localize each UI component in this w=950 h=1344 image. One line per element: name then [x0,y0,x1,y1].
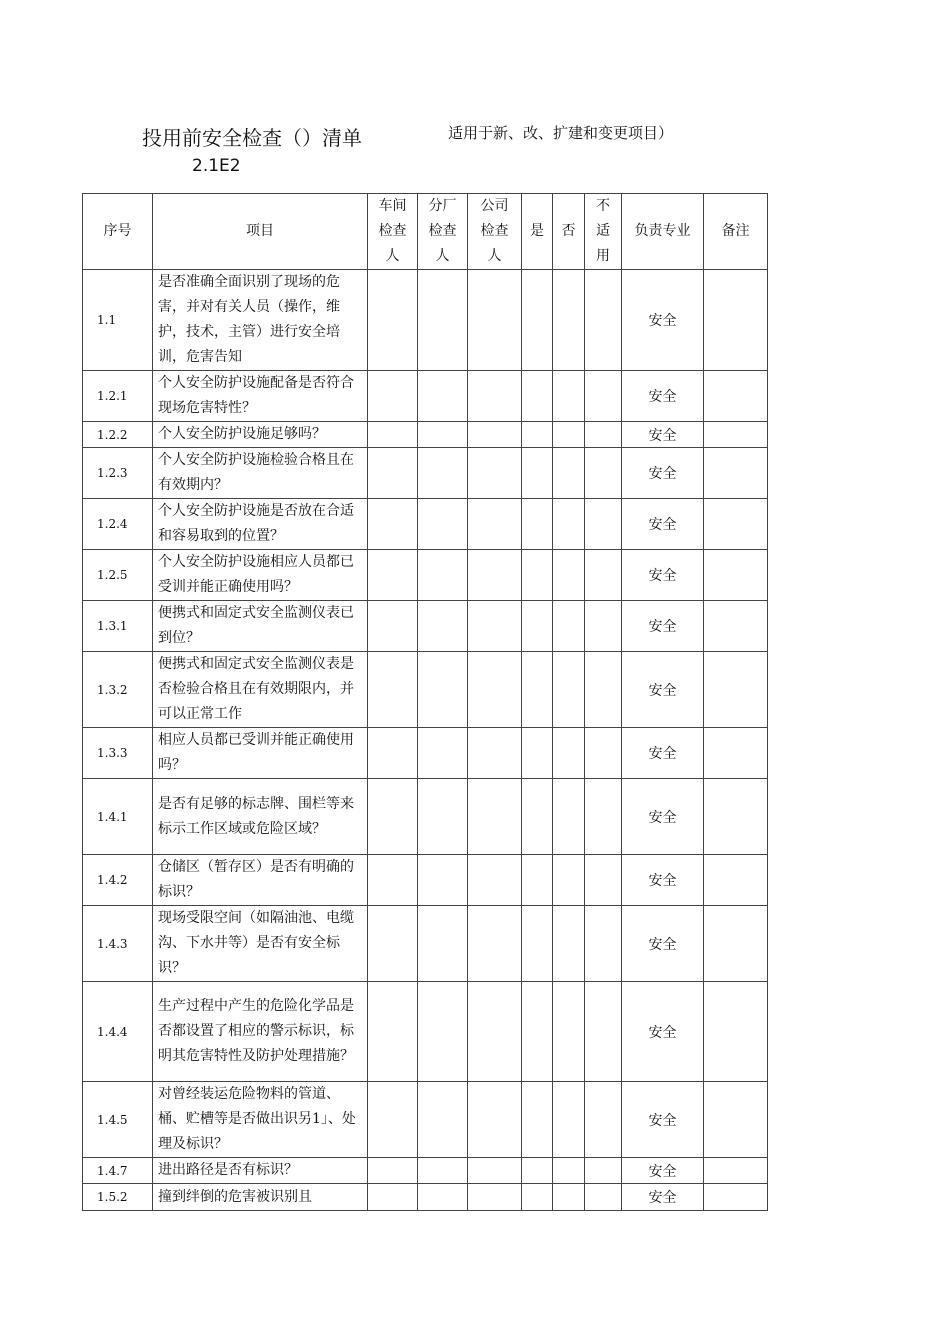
table-row [83,270,768,371]
row-item: 个人安全防护设施是否放在合适和容易取到的位置？ [153,499,368,550]
row-remark [704,601,768,652]
row-remark [704,270,768,371]
row-responsible-dept: 安全 [622,779,704,855]
row-not-applicable [585,855,622,906]
row-no [553,982,585,1082]
row-responsible-dept: 安全 [622,448,704,499]
row-yes [522,855,553,906]
row-no [553,550,585,601]
row-workshop-check [368,728,418,779]
row-seq: 1.2.4 [83,499,153,550]
row-remark [704,371,768,422]
row-company-check [468,1082,522,1158]
row-item: 便携式和固定式安全监测仪表已到位？ [153,601,368,652]
col-company-inspector: 公司检查人 [468,194,522,270]
row-item: 进出路径是否有标识？ [153,1158,368,1184]
row-workshop-check [368,652,418,728]
row-seq: 1.4.1 [83,779,153,855]
row-responsible-dept: 安全 [622,906,704,982]
row-yes [522,1158,553,1184]
row-branch-check [418,601,468,652]
table-row [83,448,768,499]
row-seq: 1.1 [83,270,153,371]
row-no [553,601,585,652]
row-no [553,499,585,550]
row-branch-check [418,371,468,422]
row-branch-check [418,499,468,550]
col-yes: 是 [522,194,553,270]
row-not-applicable [585,652,622,728]
col-responsible-dept: 负责专业 [622,194,704,270]
row-seq: 1.3.2 [83,652,153,728]
row-remark [704,1082,768,1158]
row-branch-check [418,906,468,982]
row-seq: 1.3.3 [83,728,153,779]
col-no: 否 [553,194,585,270]
row-company-check [468,728,522,779]
row-no [553,652,585,728]
row-seq: 1.5.2 [83,1184,153,1211]
row-workshop-check [368,422,418,448]
row-not-applicable [585,906,622,982]
row-remark [704,1158,768,1184]
row-not-applicable [585,270,622,371]
row-remark [704,550,768,601]
table-row [83,1082,768,1158]
row-branch-check [418,652,468,728]
row-remark [704,499,768,550]
row-no [553,371,585,422]
page-title: 投用前安全检查（）清单 [142,126,362,150]
row-workshop-check [368,779,418,855]
row-yes [522,779,553,855]
table-row [83,499,768,550]
row-responsible-dept: 安全 [622,855,704,906]
row-branch-check [418,728,468,779]
row-no [553,1158,585,1184]
row-company-check [468,422,522,448]
row-responsible-dept: 安全 [622,728,704,779]
row-seq: 1.4.5 [83,1082,153,1158]
row-workshop-check [368,448,418,499]
row-no [553,448,585,499]
table-header-row [83,194,768,270]
row-company-check [468,652,522,728]
row-company-check [468,1184,522,1211]
row-workshop-check [368,550,418,601]
row-responsible-dept: 安全 [622,371,704,422]
row-seq: 1.2.1 [83,371,153,422]
row-yes [522,448,553,499]
row-company-check [468,779,522,855]
row-responsible-dept: 安全 [622,422,704,448]
row-branch-check [418,448,468,499]
row-company-check [468,550,522,601]
row-item: 便携式和固定式安全监测仪表是否检验合格且在有效期限内，并可以正常工作 [153,652,368,728]
row-not-applicable [585,422,622,448]
row-seq: 1.2.5 [83,550,153,601]
col-item: 项目 [153,194,368,270]
row-remark [704,422,768,448]
table-row [83,906,768,982]
row-yes [522,728,553,779]
row-company-check [468,270,522,371]
row-yes [522,601,553,652]
row-remark [704,855,768,906]
row-workshop-check [368,906,418,982]
row-item: 个人安全防护设施检验合格且在有效期内？ [153,448,368,499]
row-no [553,1184,585,1211]
row-seq: 1.4.7 [83,1158,153,1184]
table-row [83,371,768,422]
row-not-applicable [585,601,622,652]
row-branch-check [418,422,468,448]
row-yes [522,982,553,1082]
row-company-check [468,448,522,499]
table-row [83,779,768,855]
row-yes [522,371,553,422]
row-yes [522,499,553,550]
row-item: 对曾经装运危险物料的管道、桶、贮槽等是否做出识另1」、处理及标识？ [153,1082,368,1158]
row-item: 现场受限空间（如隔油池、电缆沟、下水井等）是否有安全标识？ [153,906,368,982]
row-yes [522,1082,553,1158]
row-company-check [468,1158,522,1184]
row-not-applicable [585,499,622,550]
document-code: 2.1E2 [192,156,241,176]
row-item: 个人安全防护设施配备是否符合现场危害特性？ [153,371,368,422]
row-workshop-check [368,499,418,550]
row-yes [522,550,553,601]
row-item: 仓储区（暂存区）是否有明确的标识？ [153,855,368,906]
row-company-check [468,499,522,550]
row-company-check [468,906,522,982]
row-not-applicable [585,550,622,601]
row-seq: 1.4.4 [83,982,153,1082]
row-remark [704,906,768,982]
row-yes [522,270,553,371]
row-responsible-dept: 安全 [622,270,704,371]
row-company-check [468,855,522,906]
row-workshop-check [368,371,418,422]
row-seq: 1.3.1 [83,601,153,652]
table-row [83,728,768,779]
row-item: 个人安全防护设施足够吗？ [153,422,368,448]
row-not-applicable [585,448,622,499]
row-responsible-dept: 安全 [622,1184,704,1211]
table-row [83,652,768,728]
row-responsible-dept: 安全 [622,1082,704,1158]
row-not-applicable [585,1082,622,1158]
row-workshop-check [368,982,418,1082]
row-company-check [468,601,522,652]
row-responsible-dept: 安全 [622,652,704,728]
row-responsible-dept: 安全 [622,1158,704,1184]
row-branch-check [418,1158,468,1184]
row-company-check [468,982,522,1082]
col-branch-inspector: 分厂检查人 [418,194,468,270]
row-not-applicable [585,728,622,779]
row-responsible-dept: 安全 [622,601,704,652]
row-remark [704,1184,768,1211]
row-seq: 1.4.2 [83,855,153,906]
row-branch-check [418,550,468,601]
row-no [553,1082,585,1158]
row-responsible-dept: 安全 [622,982,704,1082]
row-not-applicable [585,1158,622,1184]
table-row [83,1184,768,1211]
checklist-table [82,193,768,1211]
col-remark: 备注 [704,194,768,270]
row-seq: 1.2.2 [83,422,153,448]
row-not-applicable [585,982,622,1082]
row-item: 是否准确全面识别了现场的危害，并对有关人员（操作，维护，技术，主管）进行安全培训，危害告知 [153,270,368,371]
row-not-applicable [585,779,622,855]
table-row [83,422,768,448]
table-row [83,1158,768,1184]
row-no [553,422,585,448]
row-branch-check [418,779,468,855]
row-branch-check [418,1184,468,1211]
row-remark [704,982,768,1082]
row-yes [522,1184,553,1211]
row-no [553,779,585,855]
row-branch-check [418,855,468,906]
col-not-applicable: 不适用 [585,194,622,270]
row-yes [522,652,553,728]
row-branch-check [418,982,468,1082]
row-item: 个人安全防护设施相应人员都已受训并能正确使用吗？ [153,550,368,601]
row-remark [704,448,768,499]
table-row [83,601,768,652]
row-branch-check [418,270,468,371]
row-yes [522,906,553,982]
row-not-applicable [585,1184,622,1211]
row-workshop-check [368,1158,418,1184]
row-responsible-dept: 安全 [622,550,704,601]
row-remark [704,652,768,728]
row-yes [522,422,553,448]
row-item: 是否有足够的标志牌、围栏等来标示工作区域或危险区域？ [153,779,368,855]
row-company-check [468,371,522,422]
row-item: 生产过程中产生的危险化学品是否都设置了相应的警示标识，标明其危害特性及防护处理措施？ [153,982,368,1082]
row-no [553,728,585,779]
row-item: 相应人员都已受训并能正确使用吗？ [153,728,368,779]
row-responsible-dept: 安全 [622,499,704,550]
row-seq: 1.4.3 [83,906,153,982]
table-row [83,855,768,906]
row-seq: 1.2.3 [83,448,153,499]
row-workshop-check [368,270,418,371]
row-no [553,270,585,371]
table-row [83,550,768,601]
row-branch-check [418,1082,468,1158]
row-no [553,855,585,906]
col-workshop-inspector: 车间检查人 [368,194,418,270]
row-item: 撞到绊倒的危害被识别且 [153,1184,368,1211]
row-workshop-check [368,1184,418,1211]
row-remark [704,779,768,855]
row-no [553,906,585,982]
col-seq: 序号 [83,194,153,270]
row-workshop-check [368,601,418,652]
row-workshop-check [368,855,418,906]
row-not-applicable [585,371,622,422]
page-subtitle: 适用于新、改、扩建和变更项目） [448,124,674,142]
row-remark [704,728,768,779]
table-row [83,982,768,1082]
row-workshop-check [368,1082,418,1158]
